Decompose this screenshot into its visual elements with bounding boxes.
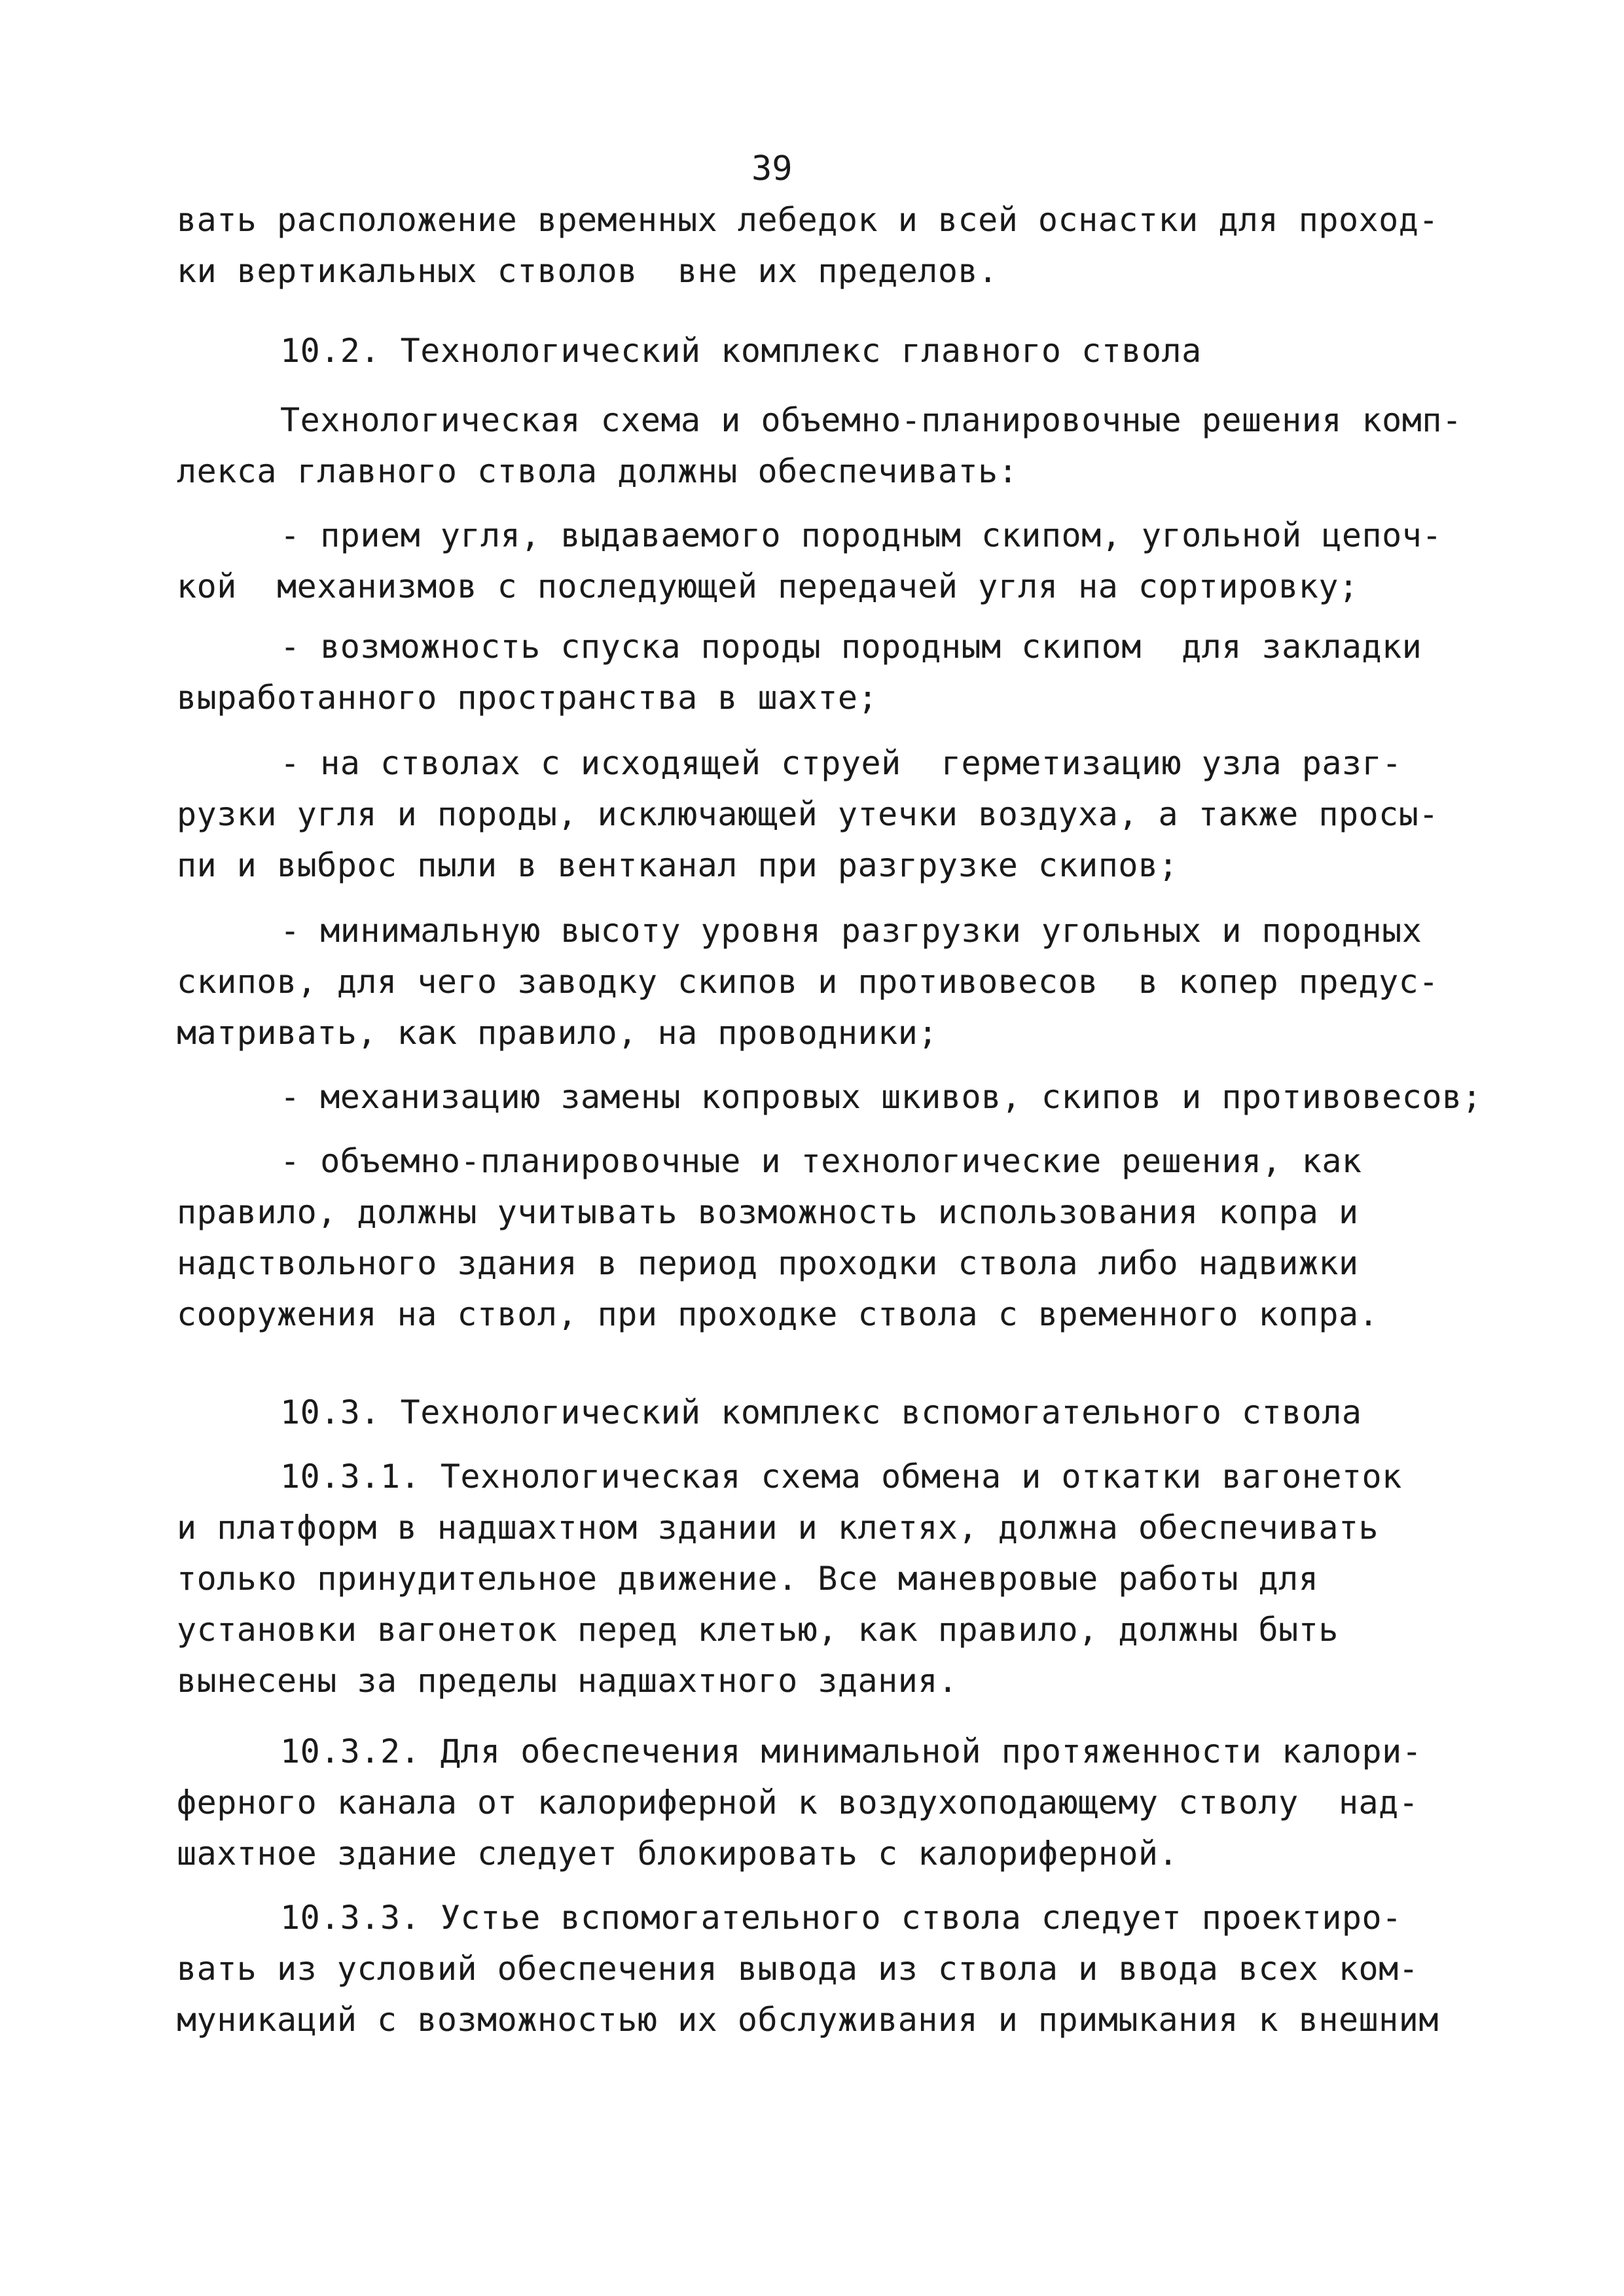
text-line: шахтное здание следует блокировать с калориферной. — [177, 1835, 1179, 1873]
text-line: лекса главного ствола должны обеспечивать: — [177, 452, 1019, 490]
list-item: - прием угля, выдаваемого породным скипом, угольной цепоч- — [280, 516, 1442, 554]
list-item: - возможность спуска породы породным скипом для закладки — [280, 628, 1422, 666]
text-line: рузки угля и породы, исключающей утечки воздуха, а также просы- — [177, 795, 1439, 833]
text-line: кой механизмов с последующей передачей угля на сортировку; — [177, 567, 1359, 605]
list-item: - на стволах с исходящей струей герметизацию узла разг- — [280, 744, 1402, 782]
text-line: матривать, как правило, на проводники; — [177, 1014, 938, 1052]
text-line: вать из условий обеспечения вывода из ствола и ввода всех ком- — [177, 1950, 1419, 1988]
text-line: ки вертикальных стволов вне их пределов. — [177, 252, 998, 290]
text-line: Технологическая схема и объемно-планировочные решения комп- — [280, 401, 1462, 439]
text-line: только принудительное движение. Все маневровые работы для — [177, 1560, 1319, 1598]
text-line: надствольного здания в период проходки ствола либо надвижки — [177, 1244, 1359, 1282]
text-line: установки вагонеток перед клетью, как правило, должны быть — [177, 1611, 1339, 1649]
subsection-paragraph: 10.3.2. Для обеспечения минимальной протяженности калори- — [280, 1732, 1422, 1770]
list-item: - минимальную высоту уровня разгрузки угольных и породных — [280, 912, 1422, 950]
subsection-paragraph: 10.3.3. Устье вспомогательного ствола следует проектиро- — [280, 1899, 1402, 1937]
list-item: - объемно-планировочные и технологические решения, как — [280, 1142, 1362, 1180]
text-line: сооружения на ствол, при проходке ствола с временного копра. — [177, 1295, 1379, 1333]
list-item: - механизацию замены копровых шкивов, скипов и противовесов; — [280, 1078, 1483, 1116]
text-line: скипов, для чего заводку скипов и противовесов в копер предус- — [177, 963, 1439, 1001]
text-line: вать расположение временных лебедок и всей оснастки для проход- — [177, 201, 1439, 239]
text-line: ферного канала от калориферной к воздухоподающему стволу над- — [177, 1784, 1419, 1821]
text-line: выработанного пространства в шахте; — [177, 679, 878, 717]
section-heading: 10.3. Технологический комплекс вспомогательного ствола — [280, 1393, 1362, 1431]
text-line: муникаций с возможностью их обслуживания и примыкания к внешним — [177, 2001, 1439, 2039]
text-line: вынесены за пределы надшахтного здания. — [177, 1662, 958, 1700]
text-line: правило, должны учитывать возможность использования копра и — [177, 1193, 1359, 1231]
page-number: 39 — [751, 149, 793, 188]
section-heading: 10.2. Технологический комплекс главного ствола — [280, 332, 1202, 370]
text-line: и платформ в надшахтном здании и клетях, должна обеспечивать — [177, 1509, 1379, 1547]
text-line: пи и выброс пыли в вентканал при разгрузке скипов; — [177, 846, 1179, 884]
subsection-paragraph: 10.3.1. Технологическая схема обмена и откатки вагонеток — [280, 1458, 1402, 1496]
